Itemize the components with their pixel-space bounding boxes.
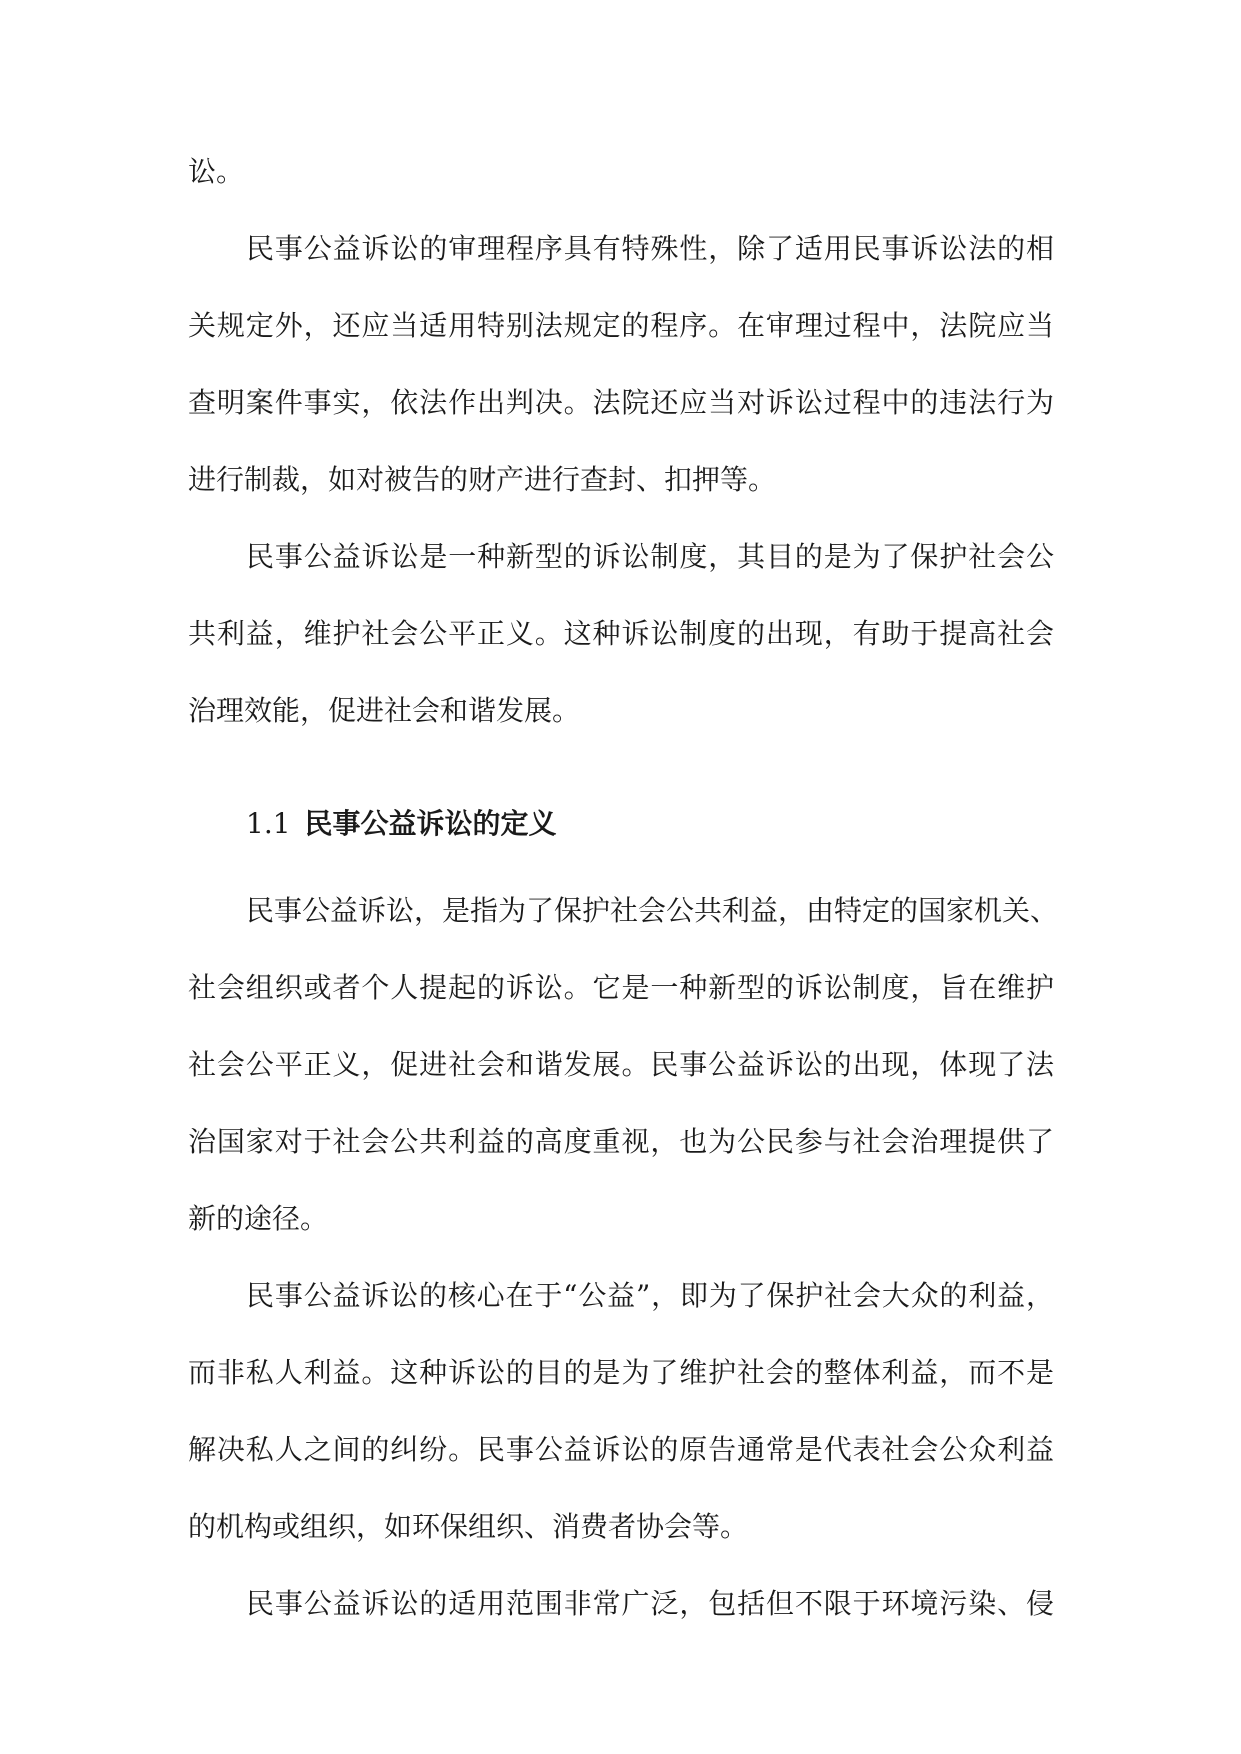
text-line: 社会组织或者个人提起的诉讼。它是一种新型的诉讼制度，旨在维护 (188, 971, 1054, 1004)
text-line: 解决私人之间的纠纷。民事公益诉讼的原告通常是代表社会公众利益 (188, 1433, 1054, 1466)
text-line: 民事公益诉讼是一种新型的诉讼制度，其目的是为了保护社会公 (246, 540, 1054, 573)
text-line: 讼。 (188, 155, 245, 188)
text-line: 共利益，维护社会公平正义。这种诉讼制度的出现，有助于提高社会 (188, 617, 1054, 650)
text-line: 民事公益诉讼的核心在于“公益”，即为了保护社会大众的利益， (246, 1279, 1054, 1312)
paragraph-definition (188, 881, 1059, 1266)
section-title: 民事公益诉讼的定义 (304, 807, 557, 840)
text-line: 进行制裁，如对被告的财产进行查封、扣押等。 (188, 463, 777, 496)
text-line: 民事公益诉讼的审理程序具有特殊性，除了适用民事诉讼法的相 (246, 232, 1054, 265)
text-line: 的机构或组织，如环保组织、消费者协会等。 (188, 1510, 749, 1543)
paragraph-core (188, 1266, 1054, 1574)
paragraph-trial-procedure (188, 219, 1054, 527)
paragraph-purpose (188, 527, 1054, 758)
section-heading (188, 794, 1054, 881)
text-line: 治理效能，促进社会和谐发展。 (188, 694, 581, 727)
paragraph-continuation (188, 142, 1054, 219)
text-line: 治国家对于社会公共利益的高度重视，也为公民参与社会治理提供了 (188, 1125, 1054, 1158)
text-line: 民事公益诉讼，是指为了保护社会公共利益，由特定的国家机关、 (246, 894, 1059, 927)
text-line: 社会公平正义，促进社会和谐发展。民事公益诉讼的出现，体现了法 (188, 1048, 1054, 1081)
text-line: 查明案件事实，依法作出判决。法院还应当对诉讼过程中的违法行为 (188, 386, 1054, 419)
text-line: 关规定外，还应当适用特别法规定的程序。在审理过程中，法院应当 (188, 309, 1054, 342)
document-body (188, 142, 1059, 1651)
text-line: 新的途径。 (188, 1202, 329, 1235)
text-line: 民事公益诉讼的适用范围非常广泛，包括但不限于环境污染、侵 (246, 1587, 1054, 1620)
paragraph-scope (188, 1574, 1054, 1651)
section-number: 1.1 (246, 807, 291, 840)
text-line: 而非私人利益。这种诉讼的目的是为了维护社会的整体利益，而不是 (188, 1356, 1054, 1389)
